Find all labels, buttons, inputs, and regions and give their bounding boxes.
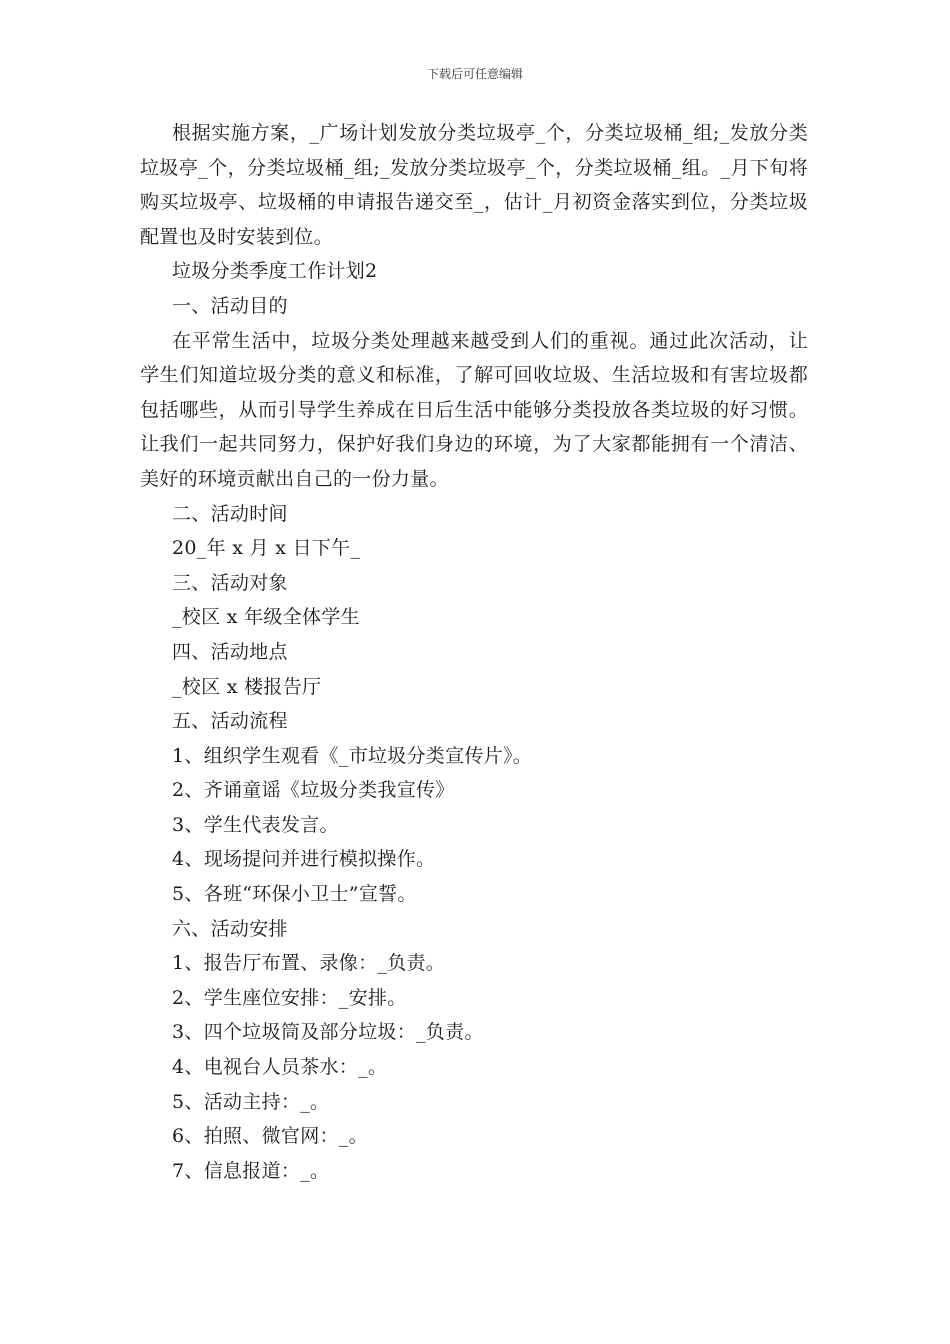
paragraph-implementation-plan: 根据实施方案，_广场计划发放分类垃圾亭_个，分类垃圾桶_组;_发放分类垃圾亭_个，分类垃圾桶_组;_发放分类垃圾亭_个，分类垃圾桶_组。_月下旬将购买垃圾亭、垃圾桶的申请报告递交至_，估计_月初资金落实到位，分类垃圾配置也及时安装到位。 — [140, 122, 808, 248]
arrangement-item: 1、报告厅布置、录像：_负责。 — [172, 952, 446, 975]
flow-item: 3、学生代表发言。 — [172, 813, 339, 836]
document-body — [140, 116, 808, 1188]
heading-activity-target: 三、活动对象 — [172, 571, 288, 594]
activity-place-value: _校区 x 楼报告厅 — [172, 675, 322, 698]
activity-target-value: _校区 x 年级全体学生 — [172, 606, 360, 629]
arrangement-item: 7、信息报道：_。 — [172, 1159, 330, 1182]
heading-activity-time: 二、活动时间 — [172, 502, 288, 525]
flow-item: 5、各班“环保小卫士”宣誓。 — [172, 883, 417, 906]
arrangement-item: 5、活动主持：_。 — [172, 1090, 330, 1113]
arrangement-item: 3、四个垃圾筒及部分垃圾：_负责。 — [172, 1021, 484, 1044]
activity-time-value: 20_年 x 月 x 日下午_ — [172, 537, 361, 560]
heading-activity-place: 四、活动地点 — [172, 640, 288, 663]
paragraph-activity-purpose: 在平常生活中，垃圾分类处理越来越受到人们的重视。通过此次活动，让学生们知道垃圾分类的意义和标准，了解可回收垃圾、生活垃圾和有害垃圾都包括哪些，从而引导学生养成在日后生活中能够分类投放各类垃圾的好习惯。让我们一起共同努力，保护好我们身边的环境，为了大家都能拥有一个清洁、美好的环境贡献出自己的一份力量。 — [140, 329, 808, 490]
arrangement-item: 4、电视台人员茶水：_。 — [172, 1056, 388, 1079]
flow-item: 2、齐诵童谣《垃圾分类我宣传》 — [172, 779, 455, 802]
arrangement-item: 2、学生座位安排：_安排。 — [172, 986, 407, 1009]
heading-activity-flow: 五、活动流程 — [172, 710, 288, 733]
heading-activity-purpose: 一、活动目的 — [172, 294, 288, 317]
heading-activity-arrangement: 六、活动安排 — [172, 917, 288, 940]
page-header: 下载后可任意编辑 — [426, 67, 523, 81]
flow-item: 1、组织学生观看《_市垃圾分类宣传片》。 — [172, 744, 533, 767]
flow-item: 4、现场提问并进行模拟操作。 — [172, 848, 436, 871]
arrangement-item: 6、拍照、微官网：_。 — [172, 1125, 368, 1148]
section-title-plan-2: 垃圾分类季度工作计划2 — [172, 260, 378, 283]
